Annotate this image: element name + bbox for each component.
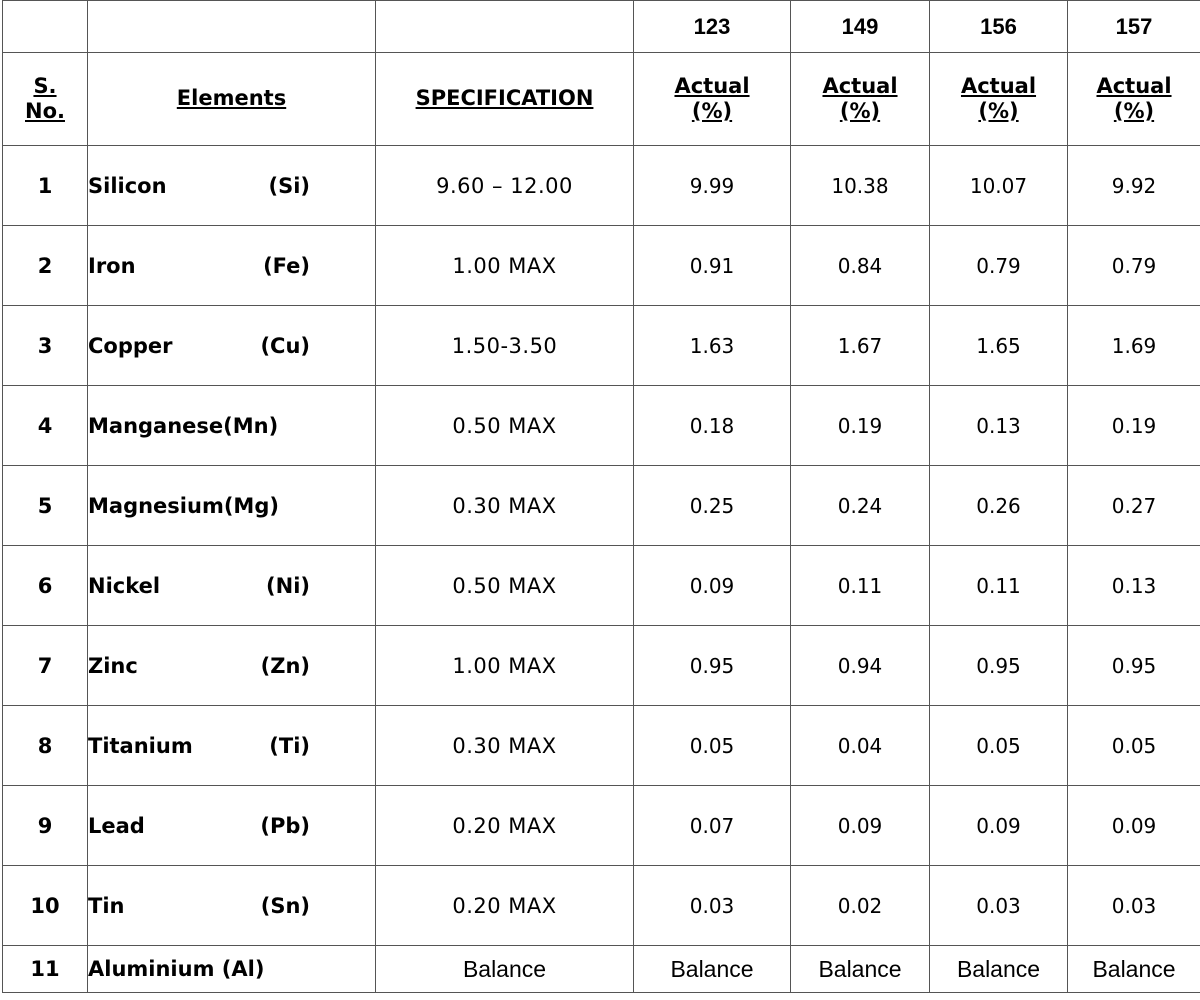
- actual-value: 0.05: [930, 706, 1068, 786]
- actual-value: 0.79: [930, 226, 1068, 306]
- element-cell: [88, 306, 376, 386]
- actual-header-line1: Actual: [822, 73, 898, 98]
- blank-cell: [376, 1, 634, 53]
- serial-number: 11: [3, 946, 88, 993]
- specification-value: 9.60 – 12.00: [376, 146, 634, 226]
- actual-value: Balance: [930, 946, 1068, 993]
- blank-cell: [3, 1, 88, 53]
- specification-value: Balance: [376, 946, 634, 993]
- sno-header: [3, 53, 88, 146]
- actual-value: 0.95: [634, 626, 791, 706]
- element-name: Lead: [88, 813, 145, 838]
- element-symbol: (Ti): [269, 733, 310, 758]
- element-symbol: (Cu): [260, 333, 310, 358]
- element-label: [88, 734, 310, 758]
- blank-cell: [88, 1, 376, 53]
- element-symbol: (Ni): [266, 573, 310, 598]
- actual-header-line2: (%): [1113, 99, 1155, 123]
- actual-header: [930, 53, 1068, 146]
- actual-header: [791, 53, 930, 146]
- actual-value: 0.09: [634, 546, 791, 626]
- element-symbol: (Fe): [263, 253, 310, 278]
- actual-value: 0.84: [791, 226, 930, 306]
- specification-value: 0.20 MAX: [376, 866, 634, 946]
- element-symbol: (Si): [268, 173, 310, 198]
- actual-value: 10.38: [791, 146, 930, 226]
- header-row: [3, 53, 1200, 146]
- element-name: Tin: [88, 893, 125, 918]
- actual-value: 0.18: [634, 386, 791, 466]
- serial-number: 1: [3, 146, 88, 226]
- serial-number: 10: [3, 866, 88, 946]
- specification-value: 1.00 MAX: [376, 226, 634, 306]
- actual-value: 1.67: [791, 306, 930, 386]
- element-name: Iron: [88, 253, 136, 278]
- lot-number: 157: [1068, 1, 1200, 53]
- element-cell: [88, 546, 376, 626]
- element-label: [88, 174, 310, 198]
- table-row: [3, 626, 1200, 706]
- table-row: [3, 146, 1200, 226]
- element-label: [88, 494, 310, 518]
- chemical-composition-table: [2, 0, 1200, 993]
- sno-header-line2: No.: [25, 99, 65, 123]
- actual-value: 10.07: [930, 146, 1068, 226]
- lot-number: 123: [634, 1, 791, 53]
- element-label: [88, 654, 310, 678]
- element-label: [88, 894, 310, 918]
- lot-number: 149: [791, 1, 930, 53]
- element-label: [88, 814, 310, 838]
- elements-header: Elements: [88, 53, 376, 146]
- element-symbol: (Sn): [260, 893, 310, 918]
- actual-value: 0.24: [791, 466, 930, 546]
- actual-value: 0.09: [1068, 786, 1200, 866]
- element-name: Titanium: [88, 733, 193, 758]
- specification-value: 1.00 MAX: [376, 626, 634, 706]
- element-symbol: (Zn): [260, 653, 310, 678]
- serial-number: 3: [3, 306, 88, 386]
- actual-value: 0.02: [791, 866, 930, 946]
- actual-value: 1.69: [1068, 306, 1200, 386]
- actual-value: 0.09: [930, 786, 1068, 866]
- actual-value: 0.11: [930, 546, 1068, 626]
- element-cell: [88, 866, 376, 946]
- actual-header-line2: (%): [978, 99, 1019, 123]
- actual-value: 0.79: [1068, 226, 1200, 306]
- actual-value: 0.95: [1068, 626, 1200, 706]
- actual-value: 0.07: [634, 786, 791, 866]
- actual-header-line1: Actual: [960, 73, 1037, 98]
- table-row: [3, 466, 1200, 546]
- element-cell: [88, 626, 376, 706]
- actual-value: 0.03: [634, 866, 791, 946]
- actual-value: 0.27: [1068, 466, 1200, 546]
- element-cell: [88, 466, 376, 546]
- element-cell: [88, 386, 376, 466]
- specification-value: 0.30 MAX: [376, 706, 634, 786]
- element-cell: [88, 706, 376, 786]
- element-cell: [88, 146, 376, 226]
- specification-header: SPECIFICATION: [376, 53, 634, 146]
- serial-number: 6: [3, 546, 88, 626]
- element-label: [88, 957, 310, 981]
- specification-value: 0.20 MAX: [376, 786, 634, 866]
- actual-value: 0.95: [930, 626, 1068, 706]
- actual-value: 0.91: [634, 226, 791, 306]
- element-cell: [88, 946, 376, 993]
- actual-header: [634, 53, 791, 146]
- serial-number: 7: [3, 626, 88, 706]
- element-label: [88, 334, 310, 358]
- actual-value: Balance: [1068, 946, 1200, 993]
- actual-value: 0.04: [791, 706, 930, 786]
- element-label: [88, 254, 310, 278]
- table-row: [3, 386, 1200, 466]
- actual-value: 0.19: [1068, 386, 1200, 466]
- actual-value: 1.65: [930, 306, 1068, 386]
- table-row: [3, 306, 1200, 386]
- element-name: Aluminium (Al): [88, 957, 265, 981]
- element-symbol: (Pb): [260, 813, 310, 838]
- element-name: Nickel: [88, 573, 161, 598]
- actual-value: 9.99: [634, 146, 791, 226]
- element-label: [88, 574, 310, 598]
- element-label: [88, 414, 310, 438]
- specification-value: 0.50 MAX: [376, 546, 634, 626]
- actual-header-line2: (%): [839, 99, 881, 123]
- element-name: Manganese(Mn): [88, 413, 279, 438]
- table-row: [3, 946, 1200, 993]
- actual-value: 0.94: [791, 626, 930, 706]
- element-name: Magnesium(Mg): [88, 493, 279, 518]
- actual-value: 0.11: [791, 546, 930, 626]
- actual-value: 0.26: [930, 466, 1068, 546]
- specification-value: 0.30 MAX: [376, 466, 634, 546]
- serial-number: 8: [3, 706, 88, 786]
- specification-value: 0.50 MAX: [376, 386, 634, 466]
- actual-value: 9.92: [1068, 146, 1200, 226]
- element-name: Zinc: [88, 653, 138, 678]
- table-row: [3, 226, 1200, 306]
- actual-value: 0.05: [634, 706, 791, 786]
- table-row: [3, 866, 1200, 946]
- serial-number: 2: [3, 226, 88, 306]
- sno-header-line1: S.: [33, 73, 57, 98]
- actual-value: 0.09: [791, 786, 930, 866]
- element-cell: [88, 226, 376, 306]
- element-cell: [88, 786, 376, 866]
- serial-number: 5: [3, 466, 88, 546]
- table-row: [3, 786, 1200, 866]
- specification-value: 1.50-3.50: [376, 306, 634, 386]
- actual-value: 1.63: [634, 306, 791, 386]
- element-name: Silicon: [88, 173, 167, 198]
- serial-number: 9: [3, 786, 88, 866]
- actual-header-line2: (%): [691, 99, 733, 123]
- actual-value: 0.25: [634, 466, 791, 546]
- table-row: [3, 546, 1200, 626]
- actual-value: Balance: [791, 946, 930, 993]
- actual-value: 0.13: [930, 386, 1068, 466]
- lot-number: 156: [930, 1, 1068, 53]
- actual-value: Balance: [634, 946, 791, 993]
- actual-value: 0.03: [930, 866, 1068, 946]
- actual-header-line1: Actual: [1096, 73, 1172, 98]
- serial-number: 4: [3, 386, 88, 466]
- element-name: Copper: [88, 333, 173, 358]
- actual-header-line1: Actual: [674, 73, 750, 98]
- actual-value: 0.19: [791, 386, 930, 466]
- lot-number-row: [3, 1, 1200, 53]
- actual-value: 0.03: [1068, 866, 1200, 946]
- actual-header: [1068, 53, 1200, 146]
- table-row: [3, 706, 1200, 786]
- actual-value: 0.13: [1068, 546, 1200, 626]
- actual-value: 0.05: [1068, 706, 1200, 786]
